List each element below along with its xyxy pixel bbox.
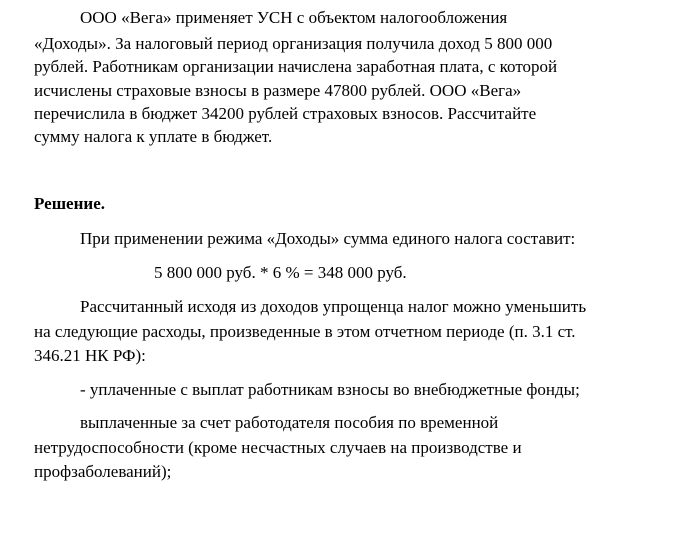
task-line-3: рублей. Работникам организации начислена заработная плата, с которой <box>34 57 558 76</box>
solution-paragraph-2-line-1: Рассчитанный исходя из доходов упрощенца налог можно уменьшить <box>80 297 587 316</box>
task-line-6: сумму налога к уплате в бюджет. <box>34 127 273 146</box>
solution-paragraph-2-line-3: 346.21 НК РФ): <box>34 346 146 365</box>
solution-heading: Решение. <box>34 194 105 213</box>
task-line-4: исчислены страховые взносы в размере 47800 рублей. ООО «Вега» <box>34 81 522 100</box>
task-line-2: «Доходы». За налоговый период организация получила доход 5 800 000 <box>34 34 553 53</box>
solution-paragraph-4-line-3: профзаболеваний); <box>34 462 172 481</box>
solution-paragraph-4-line-1: выплаченные за счет работодателя пособия по временной <box>80 413 499 432</box>
solution-paragraph-4-line-2: нетрудоспособности (кроме несчастных случаев на производстве и <box>34 438 522 457</box>
solution-paragraph-2-line-2: на следующие расходы, произведенные в этом отчетном периоде (п. 3.1 ст. <box>34 322 576 341</box>
task-line-5: перечислила в бюджет 34200 рублей страховых взносов. Рассчитайте <box>34 104 537 123</box>
solution-formula: 5 800 000 руб. * 6 % = 348 000 руб. <box>154 263 407 282</box>
solution-paragraph-1: При применении режима «Доходы» сумма единого налога составит: <box>80 229 576 248</box>
task-line-1: ООО «Вега» применяет УСН с объектом налогообложения <box>80 8 508 27</box>
solution-paragraph-3: - уплаченные с выплат работникам взносы во внебюджетные фонды; <box>80 380 580 399</box>
